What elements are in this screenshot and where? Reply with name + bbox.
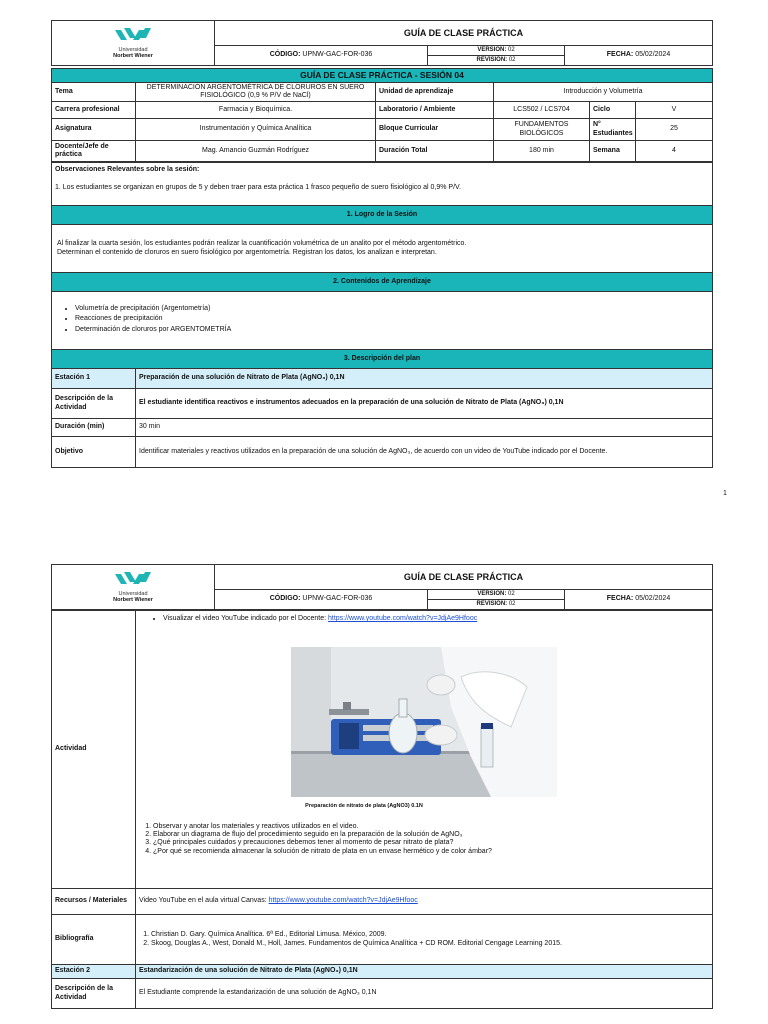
revision-value: 02 (508, 601, 516, 607)
list-item: • Reacciones de precipitación (75, 315, 707, 323)
logro-line-1: Al finalizar la cuarta sesión, los estudiantes podrán realizar la cuantificación volumétrica de un analito por el método argentométrico. (57, 240, 467, 248)
descripcion2-value: El Estudiante comprende la estandarización de una solución de AgNO₃ 0,1N (136, 979, 713, 1009)
duracion-value: 30 min (136, 419, 713, 437)
fecha-value: 05/02/2024 (635, 51, 671, 59)
logro-header: 1. Logro de la Sesión (52, 206, 713, 225)
contenidos-block (52, 292, 713, 350)
logo-line2: Norbert Wiener (113, 53, 153, 60)
list-item: • Volumetría de precipitación (Argentometría) (75, 305, 707, 313)
ciclo-label: Ciclo (590, 102, 636, 119)
bibliografia-value (136, 915, 713, 965)
ciclo-value: V (636, 102, 713, 119)
nestudiantes-value: 25 (636, 119, 713, 141)
objetivo-value: Identificar materiales y reactivos utilizados en la preparación de una solución de AgNO₃, de acuerdo con un video de YouTube indicado por el Docente. (136, 437, 713, 468)
logo-line1: Universidad (118, 590, 148, 597)
list-item: 2. Skoog, Douglas A., West, Donald M., Holl, James. Fundamentos de Química Analítica + CD ROM. Editorial Cengage Learning 2015. (151, 940, 709, 948)
logo-mark-icon (115, 26, 151, 44)
page-1 (51, 20, 712, 468)
list-item: 1. Christian D. Gary. Química Analítica. 6ª Ed., Editorial Limusa. México, 2009. (151, 931, 709, 939)
list-item: 4. ¿Por qué se recomienda almacenar la solución de nitrato de plata en un envase hermético y de color ámbar? (153, 848, 707, 856)
asignatura-label: Asignatura (52, 119, 136, 141)
logro-line-2: Determinan el contenido de cloruros en suero fisiológico por argentometría. Registran los datos, los analizan e interpretan. (57, 248, 437, 256)
recursos-label: Recursos / Materiales (52, 889, 136, 915)
codigo-label: CÓDIGO: (269, 51, 301, 59)
revision-label: REVISIÓN: (476, 601, 508, 607)
bloque-label: Bloque Curricular (376, 119, 494, 141)
observaciones-block (52, 163, 713, 206)
estacion1-value: Preparación de una solución de Nitrato de Plata (AgNO₃) 0,1N (136, 369, 713, 389)
version-label: VERSIÓN: (477, 47, 507, 53)
unidad-value: Introducción y Volumetría (494, 83, 713, 102)
revision-label: REVISIÓN: (476, 57, 508, 63)
descripcion2-label: Descripción de la Actividad (52, 979, 136, 1009)
document-title: GUÍA DE CLASE PRÁCTICA (215, 565, 713, 590)
sections-table (51, 162, 713, 468)
descripcion-label: Descripción de la Actividad (52, 389, 136, 419)
nestudiantes-label: N° Estudiantes (590, 119, 636, 141)
video-instruction: Visualizar el video YouTube indicado por el Docente: (163, 615, 328, 622)
recursos-value (136, 889, 713, 915)
document-header (51, 564, 713, 610)
asignatura-value: Instrumentación y Química Analítica (136, 119, 376, 141)
logo-line2: Norbert Wiener (113, 597, 153, 604)
photo-caption: Preparación de nitrato de plata (AgNO3) 0.1N (305, 803, 423, 810)
session-info-table (51, 68, 713, 162)
descripcion-value: El estudiante identifica reactivos e instrumentos adecuados en la preparación de una solución de Nitrato de Plata (AgNO₃) 0,1N (136, 389, 713, 419)
estacion1-label: Estación 1 (52, 369, 136, 389)
actividad-bullets (141, 615, 707, 623)
observaciones-text: 1. Los estudiantes se organizan en grupos de 5 y deben traer para esta práctica 1 frasco pequeño de suero fisiológico al 0,9% P/V. (55, 184, 462, 192)
version-value: 02 (508, 47, 515, 53)
document-header (51, 20, 713, 66)
carrera-value: Farmacia y Bioquímica. (136, 102, 376, 119)
duracion-total-label: Duración Total (376, 141, 494, 162)
list-item: 1. Observar y anotar los materiales y reactivos utilizados en el video. (153, 823, 707, 831)
university-logo (52, 565, 215, 610)
laboratorio-label: Laboratorio / Ambiente (376, 102, 494, 119)
questions-list (141, 823, 707, 855)
actividad-label: Actividad (52, 611, 136, 889)
codigo-value: UPNW-GAC-FOR-036 (302, 595, 373, 603)
laboratorio-value: LCS502 / LCS704 (494, 102, 590, 119)
bloque-value: FUNDAMENTOS BIOLÓGICOS (494, 119, 590, 141)
actividad-content (136, 611, 713, 889)
bibliografia-label: Bibliografía (52, 915, 136, 965)
recursos-text: Video YouTube en el aula virtual Canvas: (139, 897, 269, 905)
document-title: GUÍA DE CLASE PRÁCTICA (215, 21, 713, 46)
session-title: GUÍA DE CLASE PRÁCTICA - SESIÓN 04 (52, 69, 713, 83)
revision-value: 02 (508, 57, 516, 63)
codigo-value: UPNW-GAC-FOR-036 (302, 51, 373, 59)
page-number: 1 (723, 490, 727, 497)
list-item (163, 615, 707, 623)
youtube-link[interactable]: https://www.youtube.com/watch?v=JdjAe9Hfooc (328, 615, 478, 622)
estacion2-value: Estandarización de una solución de Nitrato de Plata (AgNO₃) 0,1N (136, 965, 713, 979)
carrera-label: Carrera profesional (52, 102, 136, 119)
bibliografia-list (139, 931, 709, 947)
fecha-label: FECHA: (606, 51, 634, 59)
plan-table-page2 (51, 610, 713, 1009)
semana-value: 4 (636, 141, 713, 162)
list-item: 2. Elaborar un diagrama de flujo del procedimiento seguido en la preparación de la solución de AgNO₃ (153, 831, 707, 839)
duracion-label: Duración (min) (52, 419, 136, 437)
fecha-label: FECHA: (606, 595, 634, 603)
estacion2-label: Estación 2 (52, 965, 136, 979)
recursos-link[interactable]: https://www.youtube.com/watch?v=JdjAe9Hfooc (268, 897, 418, 905)
contenidos-header: 2. Contenidos de Aprendizaje (52, 273, 713, 292)
logro-text (52, 225, 713, 273)
plan-header: 3. Descripción del plan (52, 350, 713, 369)
docente-value: Mag. Amancio Guzmán Rodríguez (136, 141, 376, 162)
tema-label: Tema (52, 83, 136, 102)
objetivo-label: Objetivo (52, 437, 136, 468)
logo-mark-icon (115, 570, 151, 588)
tema-value: DETERMINACIÓN ARGENTOMÉTRICA DE CLORUROS EN SUERO FISIOLÓGICO (0,9 % P/V de NaCl) (136, 83, 376, 102)
observaciones-label: Observaciones Relevantes sobre la sesión: (55, 166, 200, 173)
codigo-label: CÓDIGO: (269, 595, 301, 603)
list-item: 3. ¿Qué principales cuidados y precauciones debemos tener al momento de pesar nitrato de plata? (153, 839, 707, 847)
docente-label: Docente/Jefe de práctica (52, 141, 136, 162)
university-logo (52, 21, 215, 66)
page-2 (51, 564, 712, 1009)
contenidos-list (57, 305, 707, 333)
version-value: 02 (508, 591, 515, 597)
version-label: VERSIÓN: (477, 591, 507, 597)
list-item: • Determinación de cloruros por ARGENTOMETRÍA (75, 326, 707, 334)
fecha-value: 05/02/2024 (635, 595, 671, 603)
unidad-label: Unidad de aprendizaje (376, 83, 494, 102)
lab-scene-image (291, 647, 557, 797)
semana-label: Semana (590, 141, 636, 162)
logo-line1: Universidad (118, 46, 148, 53)
lab-photo (291, 647, 557, 797)
duracion-total-value: 180 min (494, 141, 590, 162)
